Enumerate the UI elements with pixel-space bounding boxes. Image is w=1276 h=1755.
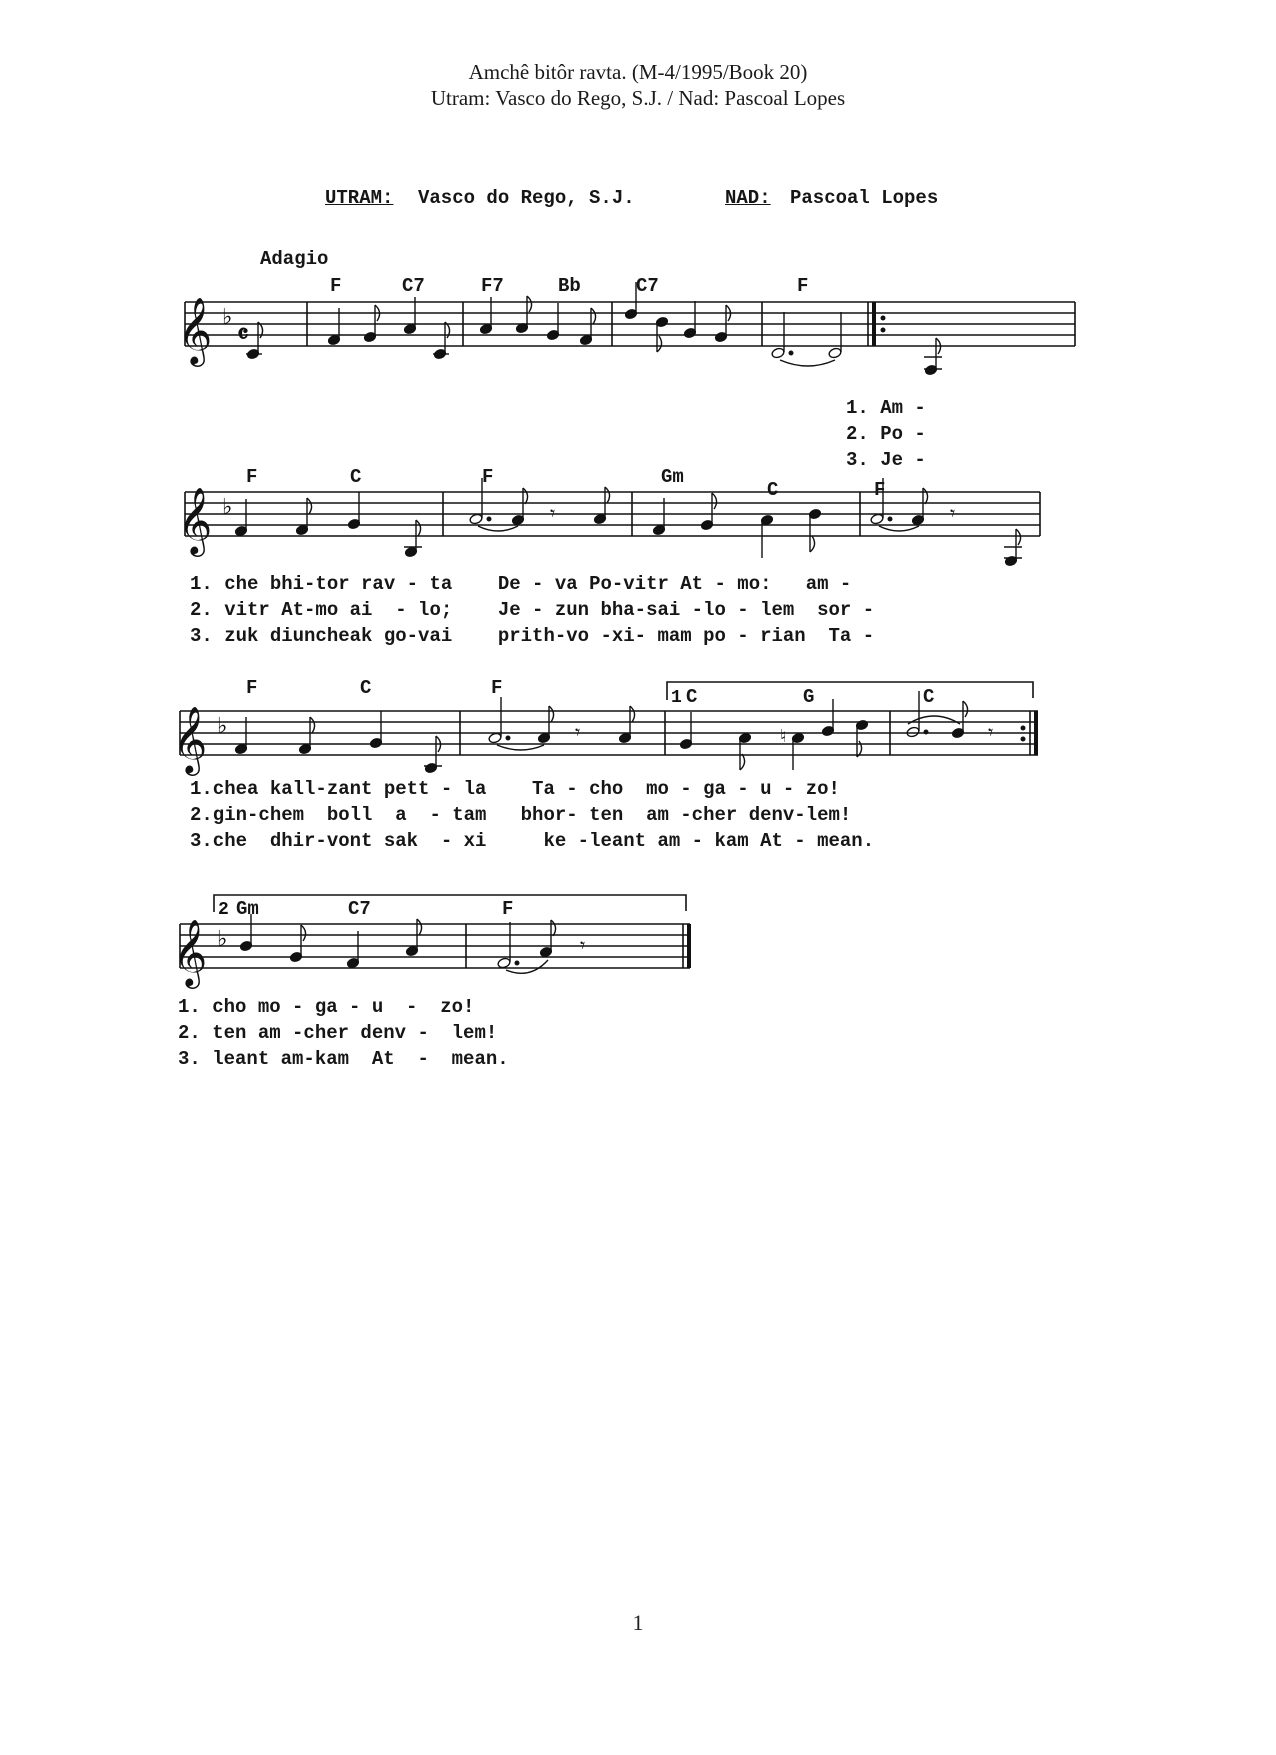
tempo-marking: Adagio bbox=[260, 248, 329, 270]
chord-symbol: C bbox=[767, 479, 779, 501]
chord-symbol: C7 bbox=[348, 898, 371, 920]
chord-symbol: F bbox=[874, 479, 886, 501]
ending-bracket-1 bbox=[667, 682, 1033, 700]
treble-clef-icon: 𝄞 bbox=[173, 705, 208, 773]
chord-symbol: C bbox=[350, 466, 362, 488]
chord-symbol: C bbox=[923, 686, 935, 708]
lyrics-line-s4-v3: 3. leant am-kam At - mean. bbox=[178, 1048, 509, 1070]
chord-symbol: F bbox=[330, 275, 342, 297]
music-label: NAD: bbox=[725, 187, 771, 209]
key-signature-flat: ♭ bbox=[222, 305, 233, 330]
lyrics-line-s4-v2: 2. ten am -cher denv - lem! bbox=[178, 1022, 498, 1044]
chord-symbol: C bbox=[360, 677, 372, 699]
staff-system-4 bbox=[180, 924, 690, 968]
treble-clef-icon: 𝄞 bbox=[178, 296, 213, 364]
svg-text:𝄾: 𝄾 bbox=[550, 501, 556, 525]
staff-system-1 bbox=[185, 302, 1075, 346]
lyrics-line-s3-v1: 1.chea kall-zant pett - la Ta - cho mo - ga - u - zo! bbox=[190, 778, 840, 800]
notes-system-4 bbox=[239, 914, 585, 973]
chord-symbol: F bbox=[482, 466, 494, 488]
time-signature-icon: 𝄴 bbox=[237, 320, 249, 350]
svg-text:𝄾: 𝄾 bbox=[575, 720, 581, 744]
ending-number-1: 1 bbox=[671, 688, 682, 708]
lyrics-line-s4-v1: 1. cho mo - ga - u - zo! bbox=[178, 996, 475, 1018]
chord-symbol: C bbox=[686, 686, 698, 708]
document-title: Amchê bitôr ravta. (M-4/1995/Book 20) bbox=[468, 60, 808, 84]
svg-text:𝄾: 𝄾 bbox=[988, 720, 994, 744]
chord-symbol: Gm bbox=[236, 898, 259, 920]
chord-symbol: F7 bbox=[481, 275, 504, 297]
chord-symbol: F bbox=[502, 898, 514, 920]
lyrics-label: UTRAM: bbox=[325, 187, 394, 209]
lyrics-line-s2-v1: 1. che bhi-tor rav - ta De - va Po-vitr At - mo: am - bbox=[190, 573, 852, 595]
chord-symbol: F bbox=[246, 677, 258, 699]
lyrics-line-s3-v2: 2.gin-chem boll a - tam bhor- ten am -cher denv-lem! bbox=[190, 804, 852, 826]
key-signature-flat: ♭ bbox=[217, 927, 228, 952]
chord-symbol: C7 bbox=[636, 275, 659, 297]
chord-symbol: C7 bbox=[402, 275, 425, 297]
lyrics-line-s2-v2: 2. vitr At-mo ai - lo; Je - zun bha-sai -lo - lem sor - bbox=[190, 599, 875, 621]
ending-number-2: 2 bbox=[218, 900, 229, 920]
treble-clef-icon: 𝄞 bbox=[178, 486, 213, 554]
chord-symbol: Gm bbox=[661, 466, 684, 488]
key-signature-flat: ♭ bbox=[217, 714, 228, 739]
key-signature-flat: ♭ bbox=[222, 495, 233, 520]
svg-text:𝄾: 𝄾 bbox=[580, 933, 586, 957]
chord-symbol: F bbox=[797, 275, 809, 297]
chord-symbol: F bbox=[246, 466, 258, 488]
page-number: 1 bbox=[632, 1610, 644, 1635]
pickup-verse-1: 1. Am - bbox=[846, 397, 926, 419]
lyrics-author: Vasco do Rego, S.J. bbox=[418, 187, 635, 209]
chord-symbol: Bb bbox=[558, 275, 581, 297]
music-author: Pascoal Lopes bbox=[790, 187, 939, 209]
svg-text:𝄾: 𝄾 bbox=[950, 501, 956, 525]
ending-bracket-2 bbox=[214, 895, 686, 912]
pickup-verse-3: 3. Je - bbox=[846, 449, 926, 471]
svg-text:♮: ♮ bbox=[780, 726, 787, 747]
lyrics-line-s2-v3: 3. zuk diuncheak go-vai prith-vo -xi- mam po - rian Ta - bbox=[190, 625, 875, 647]
treble-clef-icon: 𝄞 bbox=[173, 918, 208, 986]
lyrics-line-s3-v3: 3.che dhir-vont sak - xi ke -leant am - kam At - mean. bbox=[190, 830, 875, 852]
chord-symbol: F bbox=[491, 677, 503, 699]
pickup-verse-2: 2. Po - bbox=[846, 423, 926, 445]
document-subtitle: Utram: Vasco do Rego, S.J. / Nad: Pascoal Lopes bbox=[430, 86, 846, 110]
chord-symbol: G bbox=[803, 686, 815, 708]
notes-system-1 bbox=[246, 282, 942, 376]
